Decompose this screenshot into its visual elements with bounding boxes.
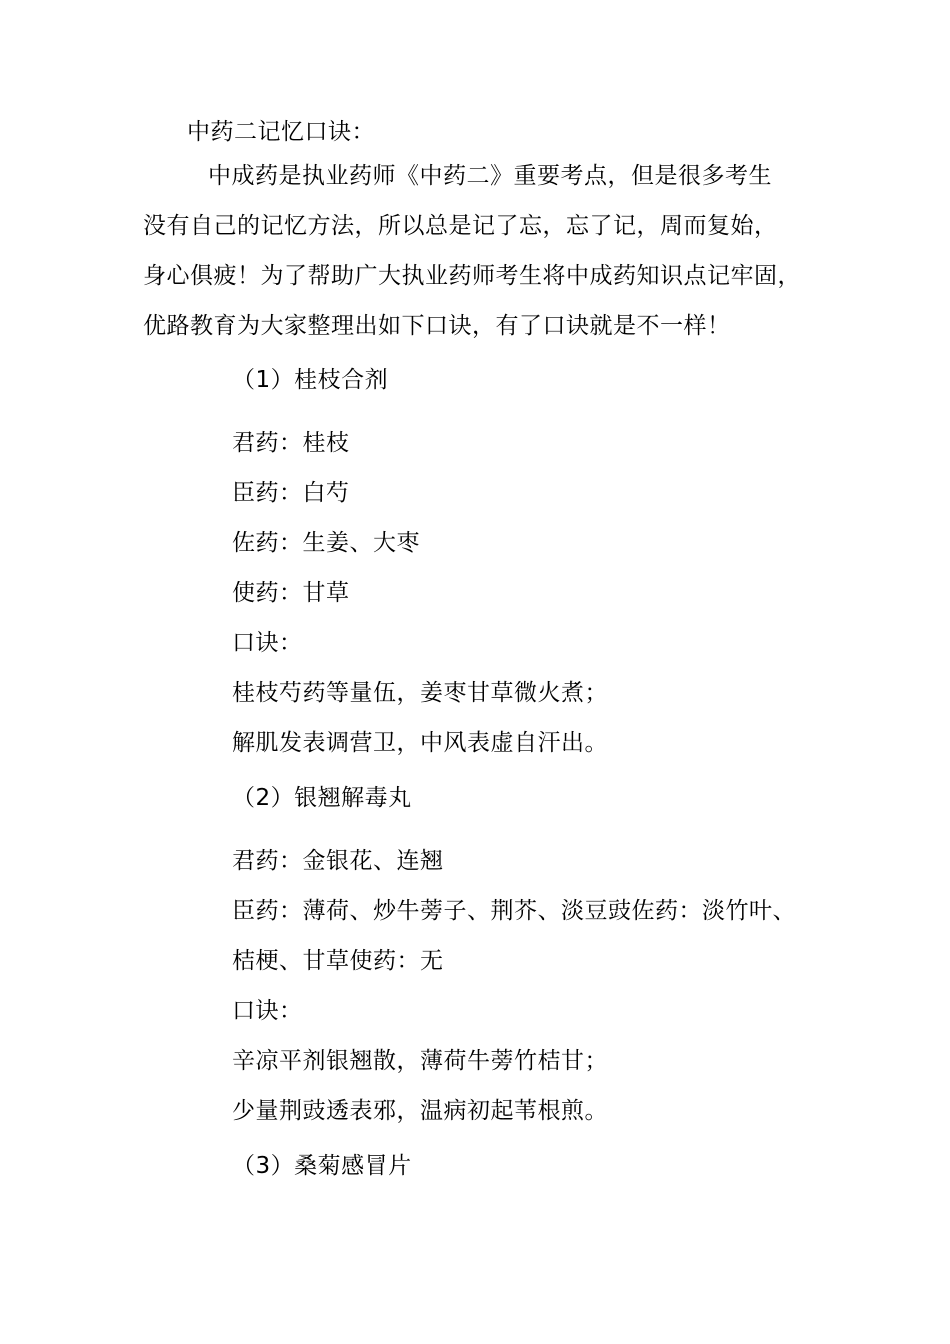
section2-line-1: 君药：金银花、连翘 bbox=[232, 848, 444, 874]
intro-line-2: 没有自己的记忆方法，所以总是记了忘，忘了记，周而复始， bbox=[143, 213, 778, 239]
section1-line-5: 口诀： bbox=[232, 630, 303, 656]
section2-line-5: 辛凉平剂银翘散，薄荷牛蒡竹桔甘； bbox=[232, 1048, 608, 1074]
section1-line-3: 佐药：生姜、大枣 bbox=[232, 530, 420, 556]
section-heading-1: （1）桂枝合剂 bbox=[232, 367, 389, 393]
section2-line-3: 桔梗、甘草使药：无 bbox=[232, 948, 444, 974]
doc-title: 中药二记忆口诀： bbox=[187, 119, 375, 145]
intro-line-3: 身心俱疲！为了帮助广大执业药师考生将中成药知识点记牢固， bbox=[143, 263, 801, 289]
intro-line-1: 中成药是执业药师《中药二》重要考点，但是很多考生 bbox=[208, 163, 772, 189]
section1-line-1: 君药：桂枝 bbox=[232, 430, 350, 456]
intro-line-4: 优路教育为大家整理出如下口诀，有了口诀就是不一样！ bbox=[143, 313, 731, 339]
section1-line-6: 桂枝芍药等量伍，姜枣甘草微火煮； bbox=[232, 680, 608, 706]
section-heading-2: （2）银翘解毒丸 bbox=[232, 785, 412, 811]
section1-line-2: 臣药：白芍 bbox=[232, 480, 350, 506]
section1-line-7: 解肌发表调营卫，中风表虚自汗出。 bbox=[232, 730, 608, 756]
section2-line-2: 臣药：薄荷、炒牛蒡子、荆芥、淡豆豉佐药：淡竹叶、 bbox=[232, 898, 796, 924]
section1-line-4: 使药：甘草 bbox=[232, 580, 350, 606]
section2-line-6: 少量荆豉透表邪，温病初起苇根煎。 bbox=[232, 1098, 608, 1124]
section-heading-3: （3）桑菊感冒片 bbox=[232, 1153, 412, 1179]
section2-line-4: 口诀： bbox=[232, 998, 303, 1024]
